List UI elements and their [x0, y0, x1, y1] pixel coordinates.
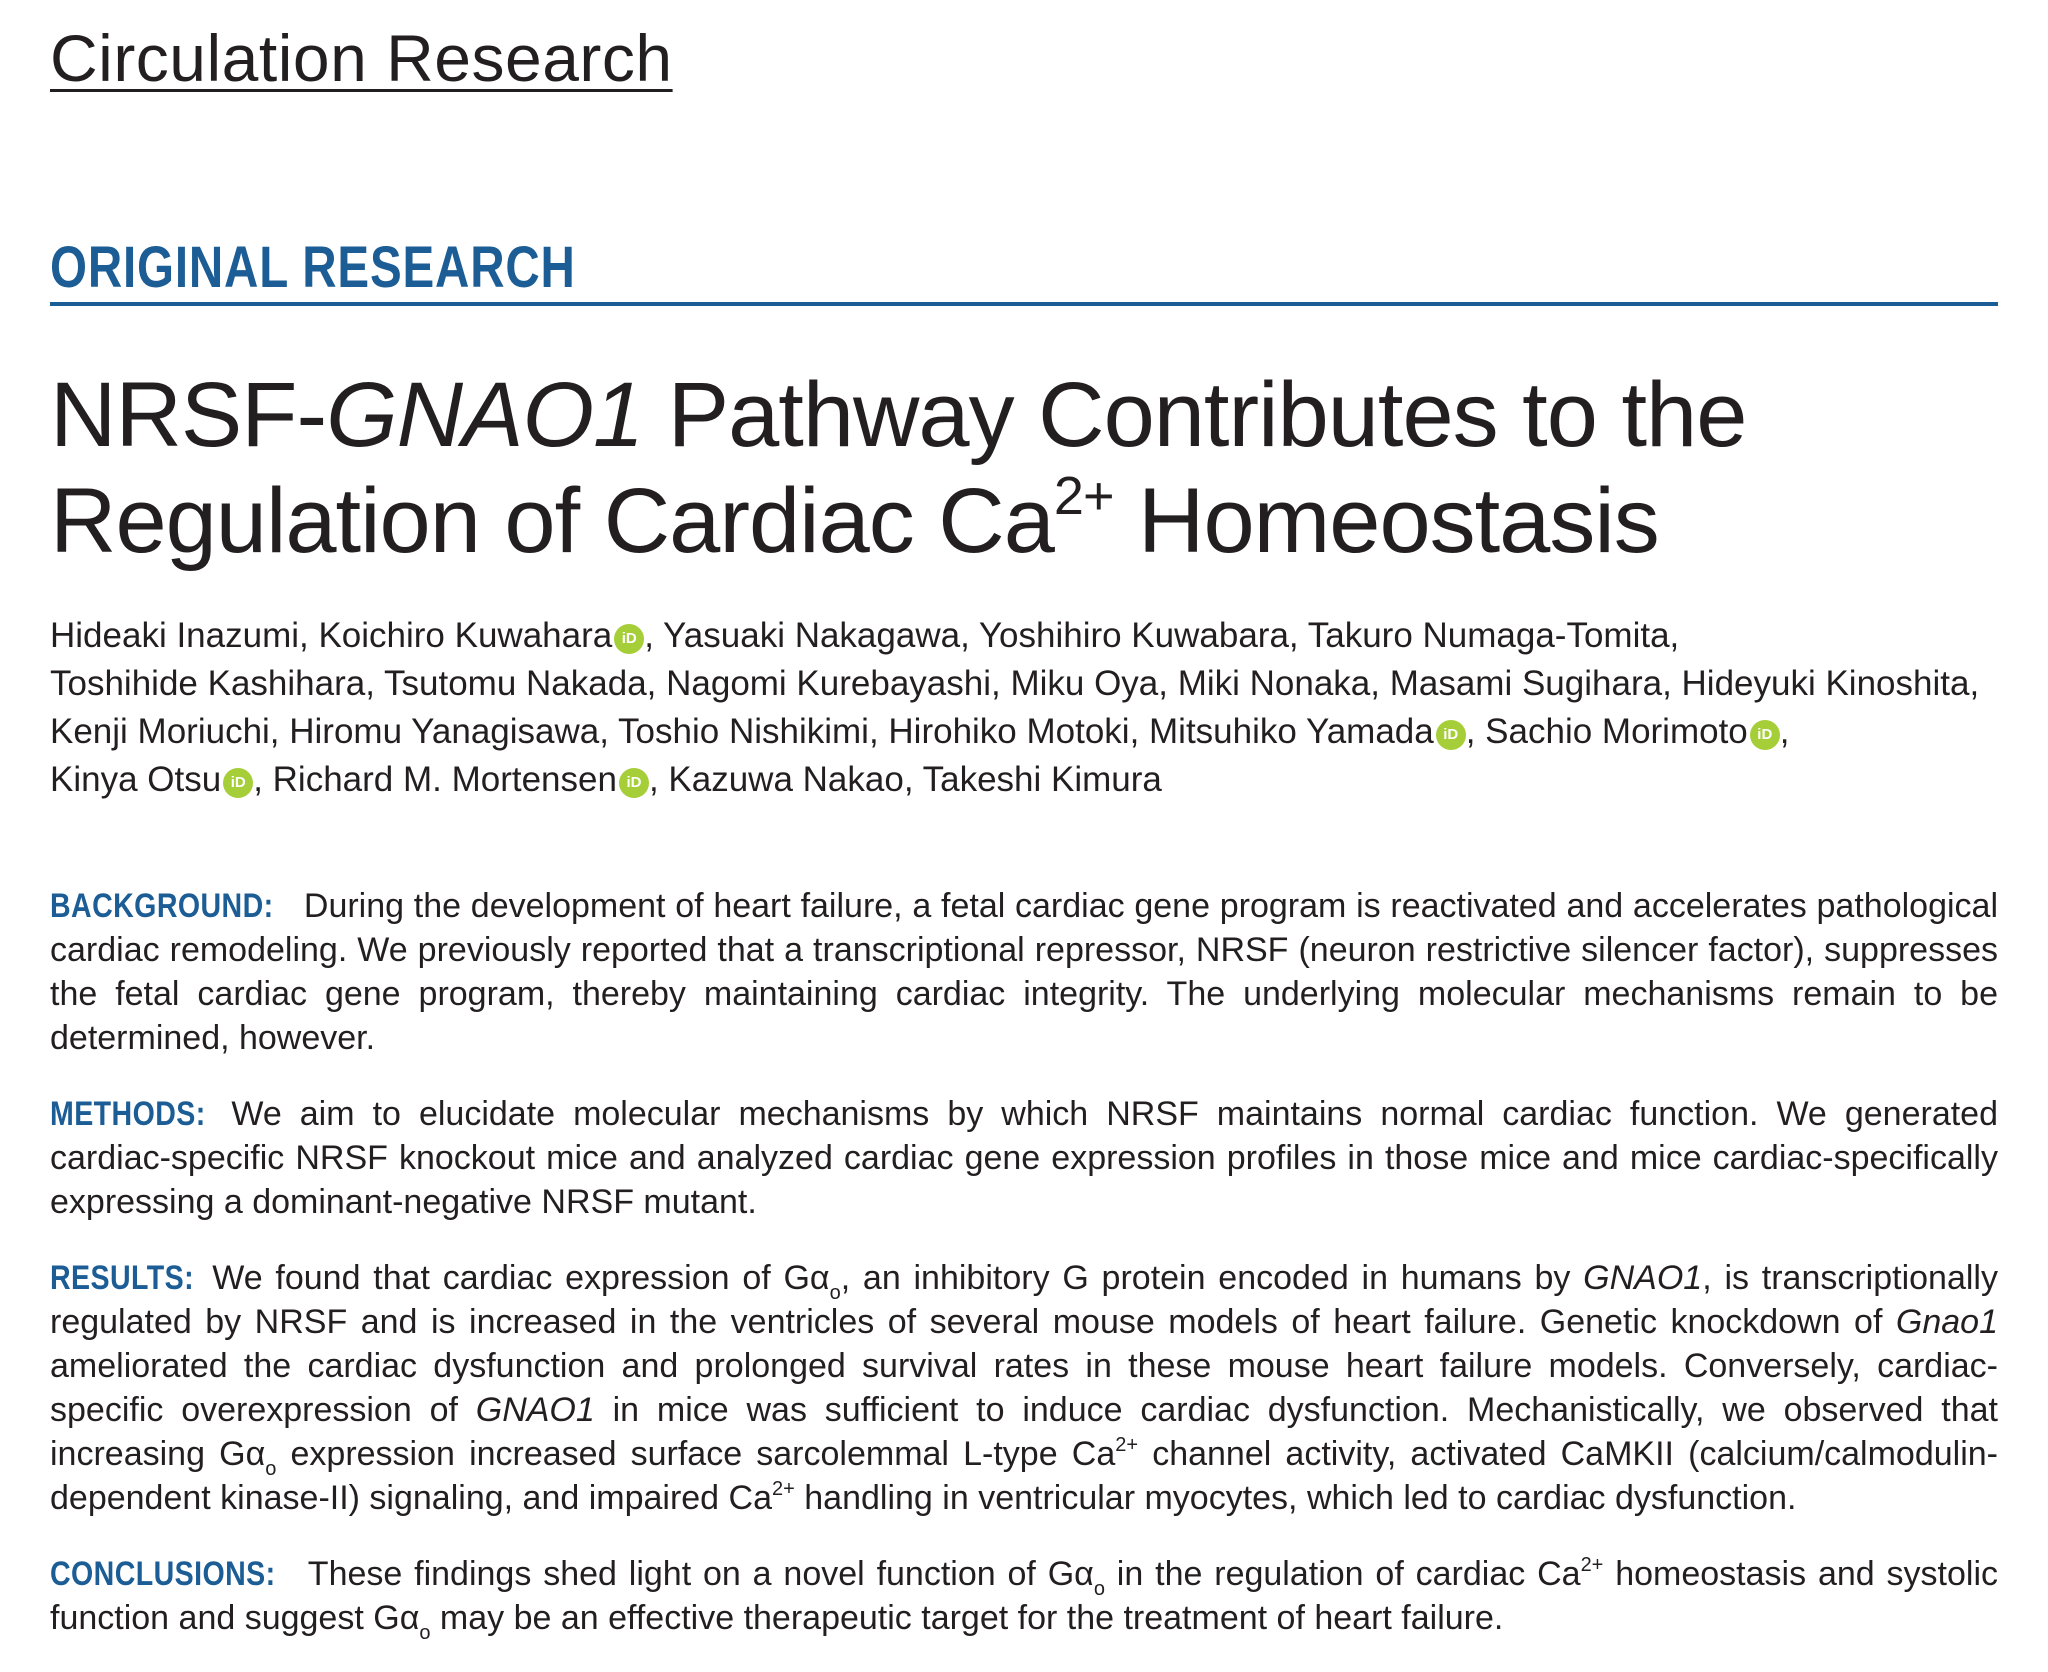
- abstract: [50, 884, 1998, 1672]
- author-text: Kenji Moriuchi, Hiromu Yanagisawa, Toshio Nishikimi, Hirohiko Motoki, Mitsuhiko Yamada: [50, 712, 1434, 751]
- background-heading: BACKGROUND:: [50, 887, 274, 925]
- gene-name: GNAO1: [1583, 1259, 1703, 1297]
- orcid-icon[interactable]: iD: [1436, 720, 1466, 750]
- superscript: 2+: [1580, 1554, 1604, 1576]
- conclusions-text: may be an effective therapeutic target for the treatment of heart failure.: [430, 1599, 1504, 1637]
- superscript: 2+: [1115, 1434, 1139, 1456]
- gene-name: GNAO1: [475, 1391, 595, 1429]
- results-text: expression increased surface sarcolemmal L-type Ca: [276, 1435, 1116, 1473]
- results-heading: RESULTS:: [50, 1259, 195, 1297]
- section-label: ORIGINAL RESEARCH: [50, 235, 576, 300]
- alpha-symbol: α: [809, 1259, 830, 1297]
- orcid-icon[interactable]: iD: [1750, 720, 1780, 750]
- subscript: o: [419, 1622, 431, 1644]
- author-text: ,: [1779, 712, 1790, 751]
- abstract-background: [50, 884, 1998, 1060]
- title-part2: Pathway Contributes to the: [643, 364, 1747, 466]
- title-gene: GNAO1: [326, 364, 644, 466]
- orcid-icon[interactable]: iD: [619, 768, 649, 798]
- results-text: in mice was sufficient to induce cardiac dysfunction. Mechanistically, we observed that increasing G: [50, 1391, 1998, 1473]
- orcid-icon[interactable]: iD: [614, 624, 644, 654]
- conclusions-heading: CONCLUSIONS:: [50, 1555, 276, 1593]
- orcid-icon[interactable]: iD: [223, 768, 253, 798]
- results-text: We found that cardiac expression of G: [199, 1259, 810, 1297]
- title-part1: NRSF-: [50, 364, 327, 466]
- abstract-conclusions: [50, 1552, 1998, 1644]
- author-list: [50, 612, 2010, 804]
- results-text: ameliorated the cardiac dysfunction and prolonged survival rates in these mouse heart failure models. Conversely, cardiac-specific overexpression of: [50, 1347, 1998, 1429]
- superscript: 2+: [772, 1478, 795, 1500]
- author-text: , Yasuaki Nakagawa, Yoshihiro Kuwabara, Takuro Numaga-Tomita,: [644, 616, 1680, 655]
- conclusions-text: These findings shed light on a novel function of G: [296, 1555, 1075, 1593]
- gene-name: Gnao1: [1895, 1303, 1998, 1341]
- author-text: Toshihide Kashihara, Tsutomu Nakada, Nagomi Kurebayashi, Miku Oya, Miki Nonaka, Masami Sugihara, Hideyuki Kinoshita,: [50, 664, 1980, 703]
- author-text: , Sachio Morimoto: [1465, 712, 1748, 751]
- author-text: Hideaki Inazumi, Koichiro Kuwahara: [50, 616, 613, 655]
- subscript: o: [265, 1458, 277, 1480]
- methods-heading: METHODS:: [50, 1095, 206, 1133]
- title-superscript: 2+: [1053, 466, 1114, 526]
- conclusions-text: in the regulation of cardiac Ca: [1104, 1555, 1581, 1593]
- author-text: , Kazuwa Nakao, Takeshi Kimura: [648, 760, 1162, 799]
- title-line2b: Homeostasis: [1113, 470, 1659, 572]
- conclusions-text: homeostasis and systolic function and suggest G: [50, 1555, 1998, 1637]
- results-text: , is transcriptionally regulated by NRSF and is increased in the ventricles of several mouse models of heart failure. Genetic knockdown of: [50, 1259, 1998, 1341]
- alpha-symbol: α: [399, 1599, 420, 1637]
- author-text: , Richard M. Mortensen: [253, 760, 617, 799]
- background-text: During the development of heart failure, a fetal cardiac gene program is reactivated and accelerates pathological cardiac remodeling. We previously reported that a transcriptional repressor, NRSF (neuron restrictive silencer factor), suppresses the fetal cardiac gene program, thereby maintaining cardiac integrity. The underlying molecular mechanisms remain to be determined, however.: [50, 887, 1998, 1057]
- results-text: handling in ventricular myocytes, which led to cardiac dysfunction.: [794, 1479, 1797, 1517]
- author-text: Kinya Otsu: [50, 760, 222, 799]
- abstract-methods: [50, 1092, 1998, 1224]
- subscript: o: [829, 1282, 841, 1304]
- journal-name[interactable]: Circulation Research: [50, 21, 673, 95]
- results-text: , an inhibitory G protein encoded in humans by: [840, 1259, 1584, 1297]
- alpha-symbol: α: [245, 1435, 266, 1473]
- section-header: [50, 228, 1998, 306]
- title-line2a: Regulation of Cardiac Ca: [50, 470, 1054, 572]
- methods-text: We aim to elucidate molecular mechanisms by which NRSF maintains normal cardiac function. We generated cardiac-specific NRSF knockout mice and analyzed cardiac gene expression profiles in those mice and mice cardiac-specifically expressing a dominant-negative NRSF mutant.: [50, 1095, 1998, 1221]
- subscript: o: [1093, 1578, 1105, 1600]
- article-title: [50, 362, 2010, 574]
- alpha-symbol: α: [1074, 1555, 1094, 1593]
- abstract-results: [50, 1256, 1998, 1520]
- results-text: channel activity, activated CaMKII (calcium/calmodulin-dependent kinase-II) signaling, and impaired Ca: [50, 1435, 1998, 1517]
